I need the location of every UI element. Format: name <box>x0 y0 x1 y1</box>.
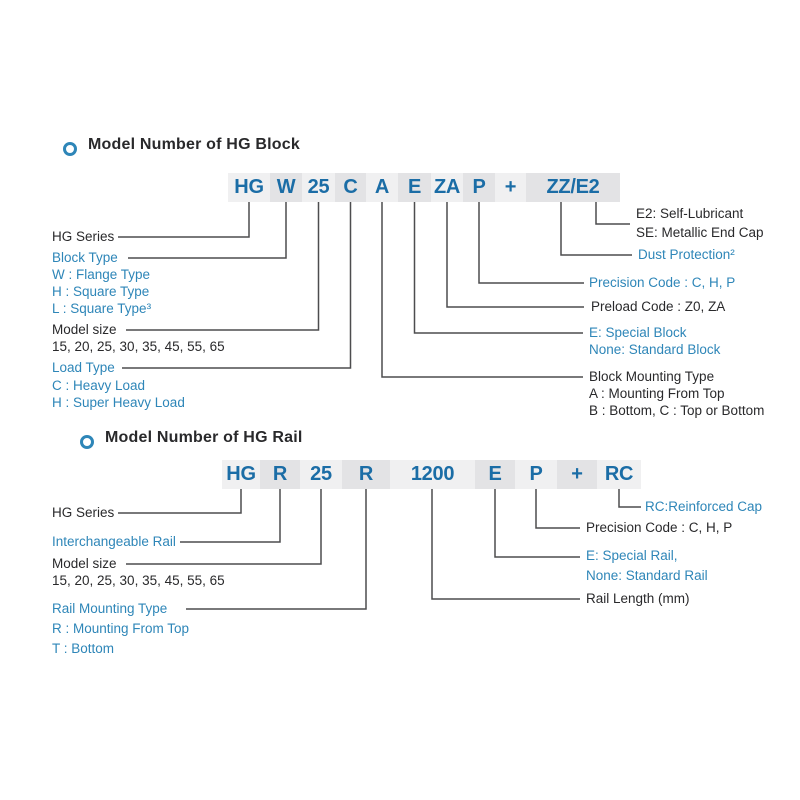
line-block-preload <box>447 202 584 307</box>
label-load-type: Load Type <box>52 360 115 375</box>
label-block-type-h: H : Square Type <box>52 284 150 299</box>
label-block-type-w: W : Flange Type <box>52 267 151 282</box>
bullet-icon <box>63 142 77 156</box>
label-special-block: E: Special Block <box>589 325 687 340</box>
label-block-mounting-a: A : Mounting From Top <box>589 386 725 401</box>
line-block-dust <box>561 202 632 255</box>
label-standard-rail: None: Standard Rail <box>586 568 708 583</box>
line-block-endcap <box>596 202 630 224</box>
rail-code-segment-p: P <box>515 460 557 489</box>
label-block-precision: Precision Code : C, H, P <box>589 275 736 290</box>
label-rail-model-size: Model size <box>52 556 117 571</box>
code-segment-a: A <box>366 173 398 202</box>
label-block-model-sizes: 15, 20, 25, 30, 35, 45, 55, 65 <box>52 339 225 354</box>
code-segment-zze2: ZZ/E2 <box>526 173 620 202</box>
line-block-type <box>128 202 286 258</box>
label-block-mounting-b: B : Bottom, C : Top or Bottom <box>589 403 765 418</box>
line-rail-special <box>495 489 580 557</box>
code-segment-hg: HG <box>228 173 270 202</box>
rail-code-segment-e: E <box>475 460 515 489</box>
section-title-hg-block: Model Number of HG Block <box>88 136 300 153</box>
label-se-metallic-end-cap: SE: Metallic End Cap <box>636 225 764 240</box>
label-block-model-size: Model size <box>52 322 117 337</box>
rail-model-code-row <box>222 460 641 489</box>
bullet-icon <box>80 435 94 449</box>
label-block-type-l: L : Square Type³ <box>52 301 152 316</box>
rail-code-segment-1200: 1200 <box>390 460 475 489</box>
label-rail-length: Rail Length (mm) <box>586 591 690 606</box>
line-rail-interchangeable <box>180 489 280 542</box>
line-block-special <box>415 202 584 333</box>
line-block-model-size <box>126 202 319 330</box>
line-rail-rc <box>619 489 641 507</box>
code-segment-za: ZA <box>431 173 463 202</box>
label-preload-code: Preload Code : Z0, ZA <box>591 299 726 314</box>
label-rail-mounting-r: R : Mounting From Top <box>52 621 190 636</box>
block-model-code-row <box>228 173 620 202</box>
label-block-hg-series: HG Series <box>52 229 115 244</box>
line-rail-length <box>432 489 580 599</box>
label-standard-block: None: Standard Block <box>589 342 721 357</box>
rail-code-segment-hg: HG <box>222 460 260 489</box>
label-interchangeable-rail: Interchangeable Rail <box>52 534 176 549</box>
rail-code-segment-rc: RC <box>597 460 641 489</box>
line-rail-model-size <box>126 489 321 564</box>
label-rail-precision: Precision Code : C, H, P <box>586 520 733 535</box>
line-block-mounting <box>382 202 583 377</box>
label-dust-protection: Dust Protection² <box>638 247 735 262</box>
label-special-rail: E: Special Rail, <box>586 548 678 563</box>
line-rail-mounting <box>186 489 366 609</box>
label-rail-model-sizes: 15, 20, 25, 30, 35, 45, 55, 65 <box>52 573 225 588</box>
rail-code-segment-25: 25 <box>300 460 342 489</box>
label-e2-self-lubricant: E2: Self-Lubricant <box>636 206 744 221</box>
label-rail-mounting-t: T : Bottom <box>52 641 115 656</box>
line-rail-hg-series <box>118 489 241 513</box>
section-title-hg-rail: Model Number of HG Rail <box>105 429 303 446</box>
label-block-type: Block Type <box>52 250 118 265</box>
label-load-type-h: H : Super Heavy Load <box>52 395 185 410</box>
line-rail-precision <box>536 489 580 528</box>
label-rail-hg-series: HG Series <box>52 505 115 520</box>
rail-code-segment-plus: + <box>557 460 597 489</box>
label-rail-mounting-type: Rail Mounting Type <box>52 601 168 616</box>
line-block-precision <box>479 202 584 283</box>
rail-code-segment-r2: R <box>342 460 390 489</box>
rail-code-segment-r1: R <box>260 460 300 489</box>
code-segment-w: W <box>270 173 302 202</box>
code-segment-p: P <box>463 173 495 202</box>
line-block-hg-series <box>118 202 249 237</box>
code-segment-25: 25 <box>302 173 335 202</box>
code-segment-e: E <box>398 173 431 202</box>
code-segment-c: C <box>335 173 366 202</box>
label-load-type-c: C : Heavy Load <box>52 378 146 393</box>
label-block-mounting-type: Block Mounting Type <box>589 369 715 384</box>
code-segment-plus: + <box>495 173 526 202</box>
label-reinforced-cap: RC:Reinforced Cap <box>645 499 763 514</box>
